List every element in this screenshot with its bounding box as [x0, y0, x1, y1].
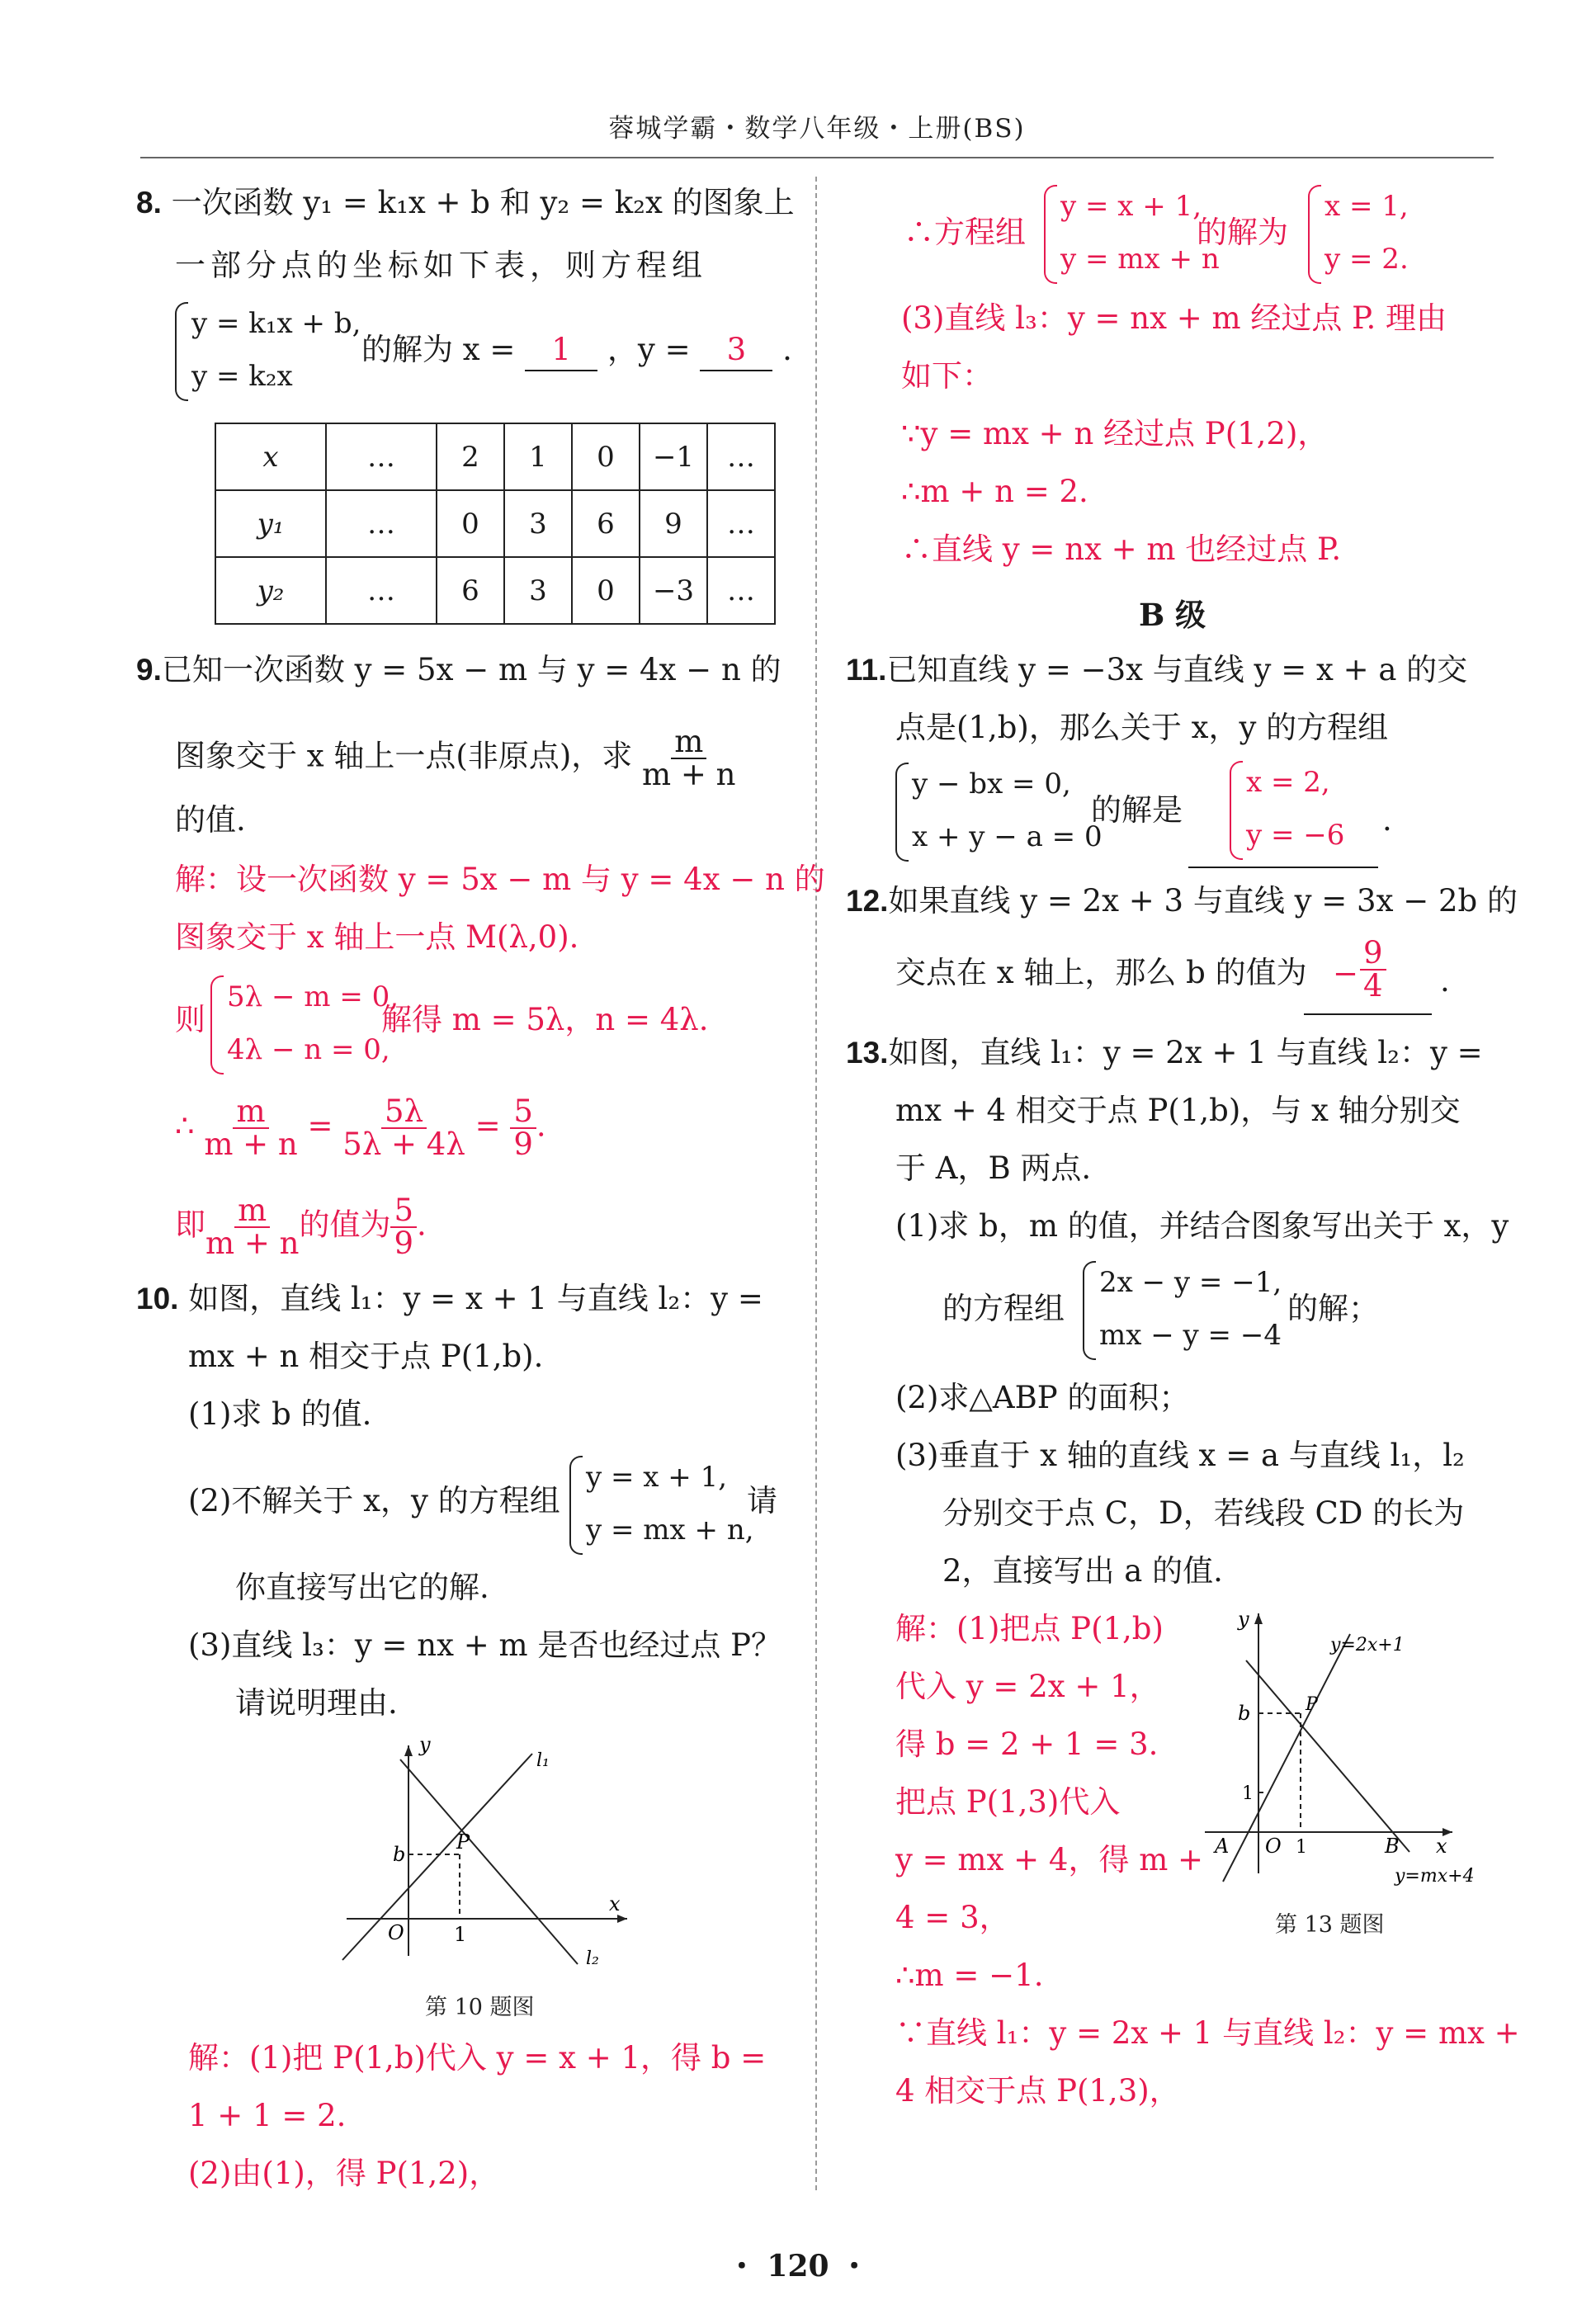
q10-solution-4-mid: 的解为: [1197, 215, 1288, 250]
q13-part2: (2)求△ABP 的面积；: [895, 1380, 1190, 1415]
q13-line3: 于 A，B 两点.: [895, 1150, 1092, 1186]
q9-solution-system: 5λ − m = 0, 4λ − n = 0,: [210, 971, 399, 1076]
q13-part1-pre: 的方程组: [942, 1291, 1065, 1326]
fig10-label-1: 1: [454, 1923, 467, 1946]
fig10-label-x: x: [609, 1892, 621, 1915]
q13-line2: mx + 4 相交于点 P(1,b)，与 x 轴分别交: [895, 1093, 1461, 1128]
fig13-label-1x: 1: [1296, 1837, 1307, 1858]
q8-value-table: [215, 423, 776, 625]
q13-solution-7: ∴m = −1.: [895, 1958, 1044, 1993]
page-header: 蓉城学霸・数学八年级・上册(BS): [608, 114, 1026, 144]
q11-answer-blank: [1188, 756, 1378, 868]
fig13-label-1y: 1: [1242, 1783, 1254, 1804]
q13-part3-line2: 分别交于点 C，D，若线段 CD 的长为: [942, 1495, 1465, 1531]
q10-figure: [330, 1733, 644, 1981]
q10-solution-3: (2)由(1)，得 P(1,2)，: [188, 2156, 500, 2191]
q13-part1: (1)求 b，m 的值，并结合图象写出关于 x，y: [895, 1208, 1509, 1244]
q8-answer-x: 1: [525, 330, 597, 371]
q8-table-row: [215, 557, 775, 624]
fig13-y-arrow: [1254, 1613, 1263, 1624]
q10-solution-system: y = x + 1, y = mx + n: [1044, 180, 1220, 286]
q13-solution-5: y = mx + 4，得 m +: [895, 1842, 1204, 1877]
q10-solution-2: 1 + 1 = 2.: [188, 2098, 347, 2133]
q8-line1: 8. 一次函数 y₁ = k₁x + b 和 y₂ = k₂x 的图象上: [136, 185, 795, 220]
q10-part2-pre: (2)不解关于 x，y 的方程组: [188, 1483, 560, 1518]
q13-figure: [1188, 1601, 1502, 1898]
fig13-label-B: B: [1385, 1835, 1400, 1858]
q8-table-cell: …: [707, 490, 775, 557]
fig13-label-eq1: y=2x+1: [1330, 1635, 1405, 1655]
q9-line3: 的值.: [175, 802, 246, 838]
q13-solution-9: 4 相交于点 P(1,3)，: [895, 2073, 1180, 2109]
fig10-y-arrow: [404, 1745, 413, 1756]
q9-solution-3-pre: 则: [175, 1002, 205, 1037]
fig13-label-b: b: [1238, 1702, 1251, 1725]
q8-table-cell: …: [326, 490, 437, 557]
q8-table-row: [215, 423, 775, 490]
fig10-label-P: P: [456, 1830, 470, 1854]
fig10-label-y: y: [419, 1733, 431, 1756]
q10-line1: 10. 如图，直线 l₁：y = x + 1 与直线 l₂：y =: [136, 1281, 763, 1316]
q13-solution-1: 解：(1)把点 P(1,b): [895, 1611, 1164, 1646]
fig13-line-l2: [1246, 1660, 1409, 1852]
q11-answer: x = 2, y = −6: [1230, 756, 1344, 862]
fig13-label-P: P: [1306, 1694, 1318, 1715]
q8-system: y = k₁x + b, y = k₂x: [175, 297, 361, 403]
q8-table-cell: 1: [504, 423, 572, 490]
q13-solution-2: 代入 y = 2x + 1，: [895, 1669, 1160, 1704]
q8-table-header-cell: y₂: [215, 557, 326, 624]
fig10-label-l2: l₂: [586, 1948, 599, 1969]
q8-table-cell: …: [707, 557, 775, 624]
q8-table-cell: …: [326, 423, 437, 490]
q8-answer-line: 的解为 x = 1 ，y = 3 .: [361, 330, 792, 371]
q8-table-cell: −3: [640, 557, 707, 624]
fig10-line-l2: [400, 1759, 578, 1964]
q8-table-cell: …: [326, 557, 437, 624]
q8-table-cell: 9: [640, 490, 707, 557]
q8-table-cell: 2: [437, 423, 504, 490]
q13-system: 2x − y = −1, mx − y = −4: [1083, 1256, 1282, 1362]
q10-solution-5: (3)直线 l₃：y = nx + m 经过点 P. 理由: [901, 300, 1447, 336]
q8-table-cell: 0: [572, 423, 640, 490]
q10-part3: (3)直线 l₃：y = nx + m 是否也经过点 P？: [188, 1627, 781, 1663]
fig10-label-O: O: [388, 1921, 404, 1944]
q9-solution-5: 即 $\frac{m}{m + n}$ 的值为 $\frac{5}{9}$ .: [175, 1193, 427, 1261]
q13-part3: (3)垂直于 x 轴的直线 x = a 与直线 l₁，l₂: [895, 1438, 1465, 1473]
q11-line1: 11.已知直线 y = −3x 与直线 y = x + a 的交: [846, 652, 1468, 687]
q8-table-cell: −1: [640, 423, 707, 490]
q8-table-cell: 0: [437, 490, 504, 557]
fig13-label-y: y: [1238, 1608, 1249, 1631]
q9-solution-4: ∴ $\frac{m}{m + n}$ = $\frac{5\lambda}{5\lambda + 4\lambda}$ = $\frac{5}{9}$ .: [175, 1093, 546, 1162]
q10-solution-answer: x = 1, y = 2.: [1308, 180, 1409, 286]
q12-line1: 12.如果直线 y = 2x + 3 与直线 y = 3x − 2b 的: [846, 883, 1518, 919]
q10-part2-post: 请: [747, 1483, 777, 1518]
q11-line2: 点是(1,b)，那么关于 x，y 的方程组: [895, 710, 1389, 745]
q13-solution-8: ∵直线 l₁：y = 2x + 1 与直线 l₂：y = mx +: [895, 2015, 1520, 2051]
q10-line2: mx + n 相交于点 P(1,b).: [188, 1339, 544, 1374]
fig10-label-l1: l₁: [536, 1750, 550, 1771]
q8-table-cell: 0: [572, 557, 640, 624]
q8-table-header-cell: x: [215, 423, 326, 490]
q10-part1: (1)求 b 的值.: [188, 1396, 372, 1432]
q13-line1: 13.如图，直线 l₁：y = 2x + 1 与直线 l₂：y =: [846, 1035, 1483, 1070]
fig13-line-l1: [1223, 1634, 1350, 1882]
page-number: ・ 120 ・: [726, 2249, 870, 2284]
fig13-label-A: A: [1215, 1835, 1230, 1858]
fig10-x-arrow: [617, 1915, 627, 1923]
q12-end: .: [1440, 963, 1450, 999]
q13-solution-3: 得 b = 2 + 1 = 3.: [895, 1726, 1159, 1762]
q10-solution-9: ∴直线 y = nx + m 也经过点 P.: [901, 531, 1342, 567]
q8-answer-y: 3: [700, 330, 772, 371]
q10-solution-1: 解：(1)把 P(1,b)代入 y = x + 1，得 b =: [188, 2040, 767, 2076]
q10-system: y = x + 1, y = mx + n,: [569, 1451, 754, 1556]
q10-solution-8: ∴m + n = 2.: [901, 474, 1088, 509]
q8-table-cell: 6: [437, 557, 504, 624]
q13-part1-post: 的解；: [1287, 1291, 1379, 1326]
q13-caption: 第 13 题图: [1275, 1912, 1385, 1938]
fig10-label-b: b: [393, 1843, 406, 1866]
fig10-line-l1: [342, 1754, 532, 1960]
header-rule: [140, 157, 1494, 158]
q9-solution-3-post: 解得 m = 5λ，n = 4λ.: [381, 1002, 709, 1037]
column-divider: [815, 177, 817, 2190]
q10-caption: 第 10 题图: [425, 1995, 535, 2020]
q13-solution-4: 把点 P(1,3)代入: [895, 1784, 1121, 1820]
q9-line1: 9.已知一次函数 y = 5x − m 与 y = 4x − n 的: [136, 652, 781, 687]
q8-table-cell: …: [707, 423, 775, 490]
q8-table-cell: 6: [572, 490, 640, 557]
q10-solution-7: ∵y = mx + n 经过点 P(1,2)，: [901, 416, 1329, 451]
q10-part2-line2: 你直接写出它的解.: [235, 1570, 489, 1605]
level-b-heading: B 级: [1139, 597, 1206, 633]
fig13-label-x: x: [1436, 1835, 1447, 1858]
q8-table-header-cell: y₁: [215, 490, 326, 557]
q11-mid: 的解是: [1091, 792, 1183, 828]
q10-part3-line2: 请说明理由.: [235, 1685, 398, 1721]
q10-solution-4-pre: ∴方程组: [904, 215, 1026, 250]
q11-system: y − bx = 0, x + y − a = 0: [895, 758, 1103, 863]
fig13-label-eq2: y=mx+4: [1395, 1866, 1475, 1887]
q9-solution-1: 解：设一次函数 y = 5x − m 与 y = 4x − n 的: [175, 862, 825, 897]
q10-solution-6: 如下：: [901, 358, 993, 394]
q11-end: .: [1382, 802, 1392, 838]
q12-answer-blank: − $\frac{9}{4}$: [1304, 931, 1432, 1015]
q9-solution-2: 图象交于 x 轴上一点 M(λ,0).: [175, 919, 579, 955]
q8-table-cell: 3: [504, 490, 572, 557]
q13-solution-6: 4 = 3，: [895, 1900, 1010, 1935]
q9-line2: 图象交于 x 轴上一点(非原点)，求 $\frac{m}{m + n}$: [175, 724, 736, 792]
q8-line2: 一部分点的坐标如下表，则方程组: [175, 248, 707, 283]
q13-part3-line3: 2，直接写出 a 的值.: [942, 1553, 1223, 1589]
q12-line2: 交点在 x 轴上，那么 b 的值为: [895, 955, 1307, 990]
fig13-label-O: O: [1265, 1835, 1282, 1858]
q8-table-row: [215, 490, 775, 557]
q8-table-cell: 3: [504, 557, 572, 624]
